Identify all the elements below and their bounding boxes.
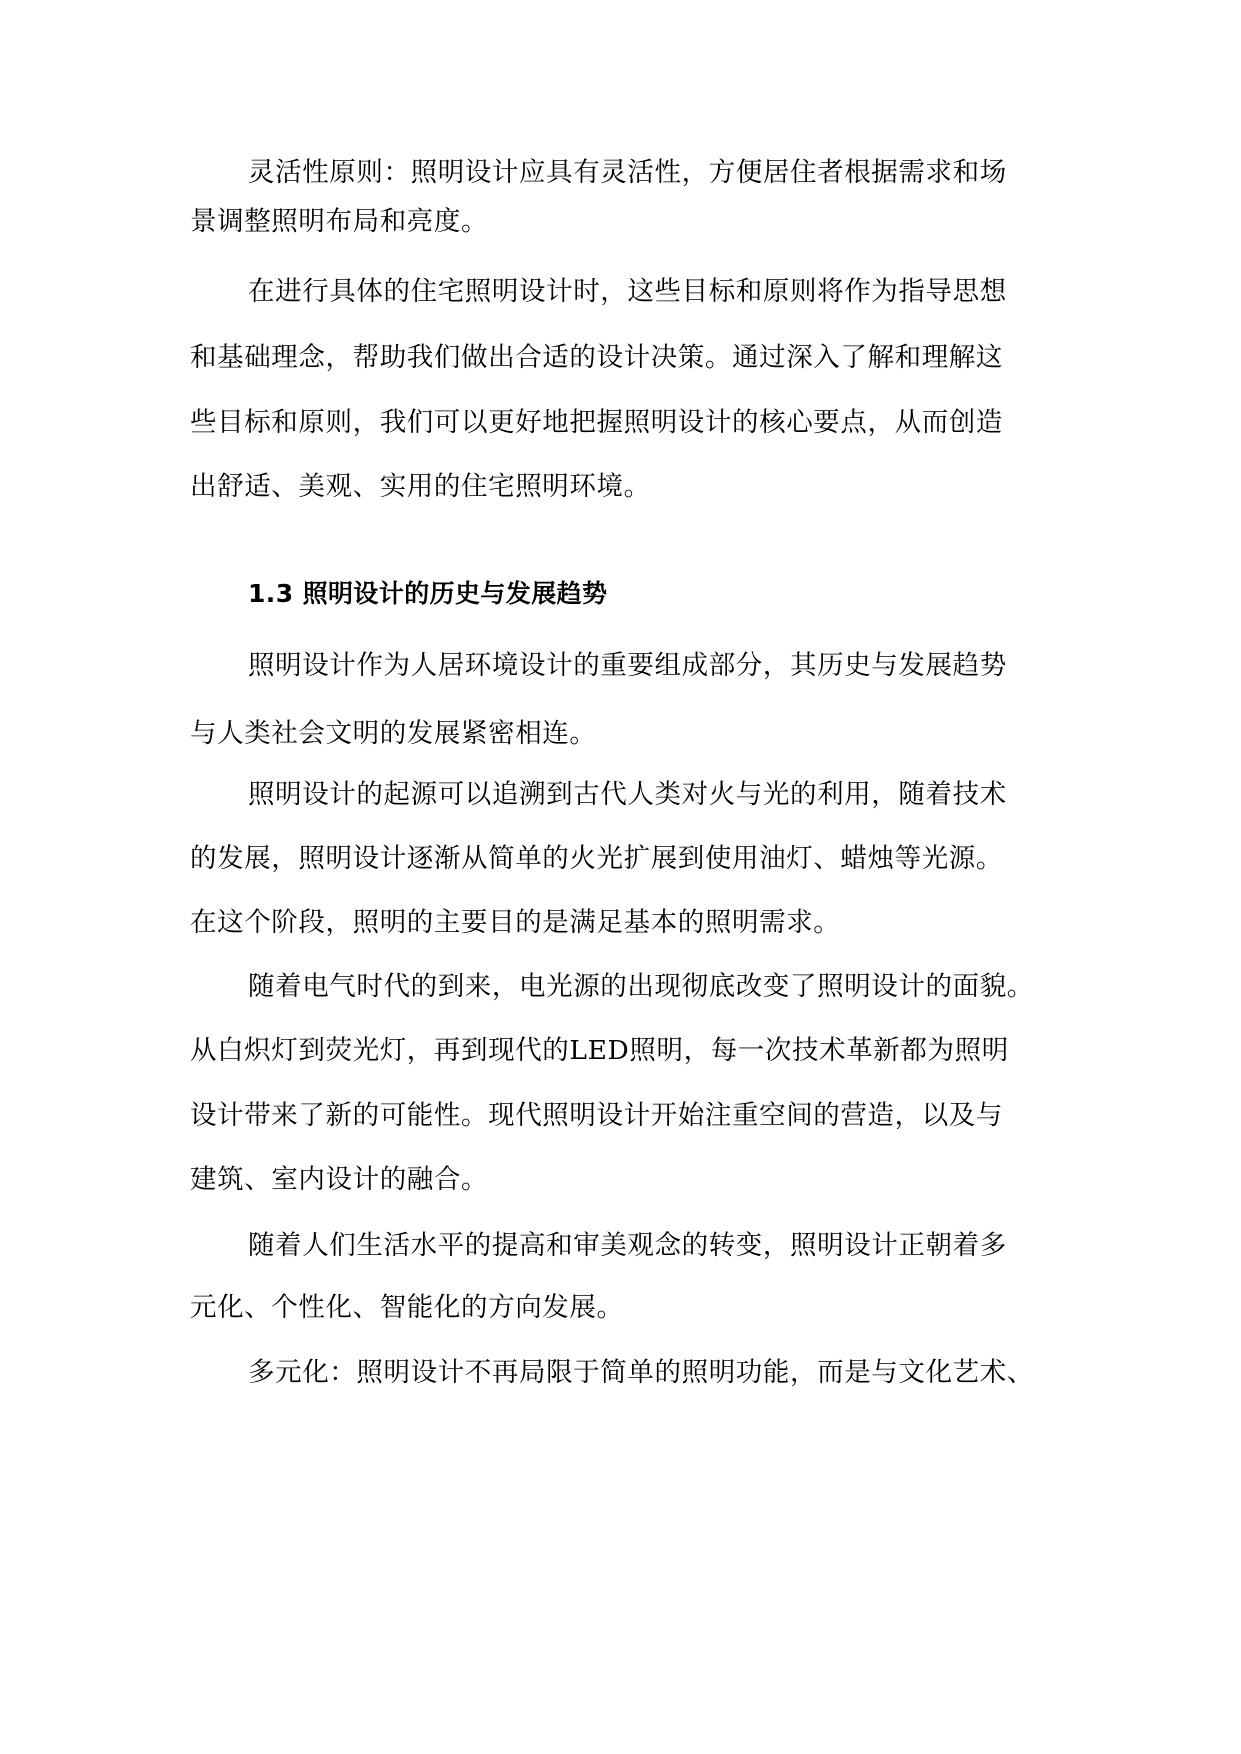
paragraph-line: 设计带来了新的可能性。现代照明设计开始注重空间的营造，以及与 <box>190 1100 1003 1131</box>
paragraph-line: 在这个阶段，照明的主要目的是满足基本的照明需求。 <box>190 907 841 938</box>
paragraph-line: 出舒适、美观、实用的住宅照明环境。 <box>190 471 651 502</box>
paragraph-line: 元化、个性化、智能化的方向发展。 <box>190 1292 624 1323</box>
paragraph-line: 从白炽灯到荧光灯，再到现代的LED照明，每一次技术革新都为照明 <box>190 1035 1009 1066</box>
paragraph-line: 些目标和原则，我们可以更好地把握照明设计的核心要点，从而创造 <box>190 407 1003 438</box>
paragraph-line: 和基础理念，帮助我们做出合适的设计决策。通过深入了解和理解这 <box>190 342 1003 373</box>
paragraph-line: 照明设计作为人居环境设计的重要组成部分，其历史与发展趋势 <box>248 650 1007 681</box>
paragraph-line: 照明设计的起源可以追溯到古代人类对火与光的利用，随着技术 <box>248 779 1007 810</box>
paragraph-line: 与人类社会文明的发展紧密相连。 <box>190 718 597 749</box>
paragraph-line: 景调整照明布局和亮度。 <box>190 206 489 237</box>
paragraph-line: 多元化：照明设计不再局限于简单的照明功能，而是与文化艺术、 <box>248 1357 1034 1388</box>
paragraph-line: 在进行具体的住宅照明设计时，这些目标和原则将作为指导思想 <box>248 276 1007 307</box>
paragraph-line: 的发展，照明设计逐渐从简单的火光扩展到使用油灯、蜡烛等光源。 <box>190 843 1003 874</box>
paragraph-line: 建筑、室内设计的融合。 <box>190 1164 489 1195</box>
paragraph-line: 灵活性原则：照明设计应具有灵活性，方便居住者根据需求和场 <box>248 157 1007 188</box>
paragraph-line: 随着电气时代的到来，电光源的出现彻底改变了照明设计的面貌。 <box>248 971 1034 1002</box>
section-heading: 1.3 照明设计的历史与发展趋势 <box>248 579 608 608</box>
paragraph-line: 随着人们生活水平的提高和审美观念的转变，照明设计正朝着多 <box>248 1230 1007 1261</box>
